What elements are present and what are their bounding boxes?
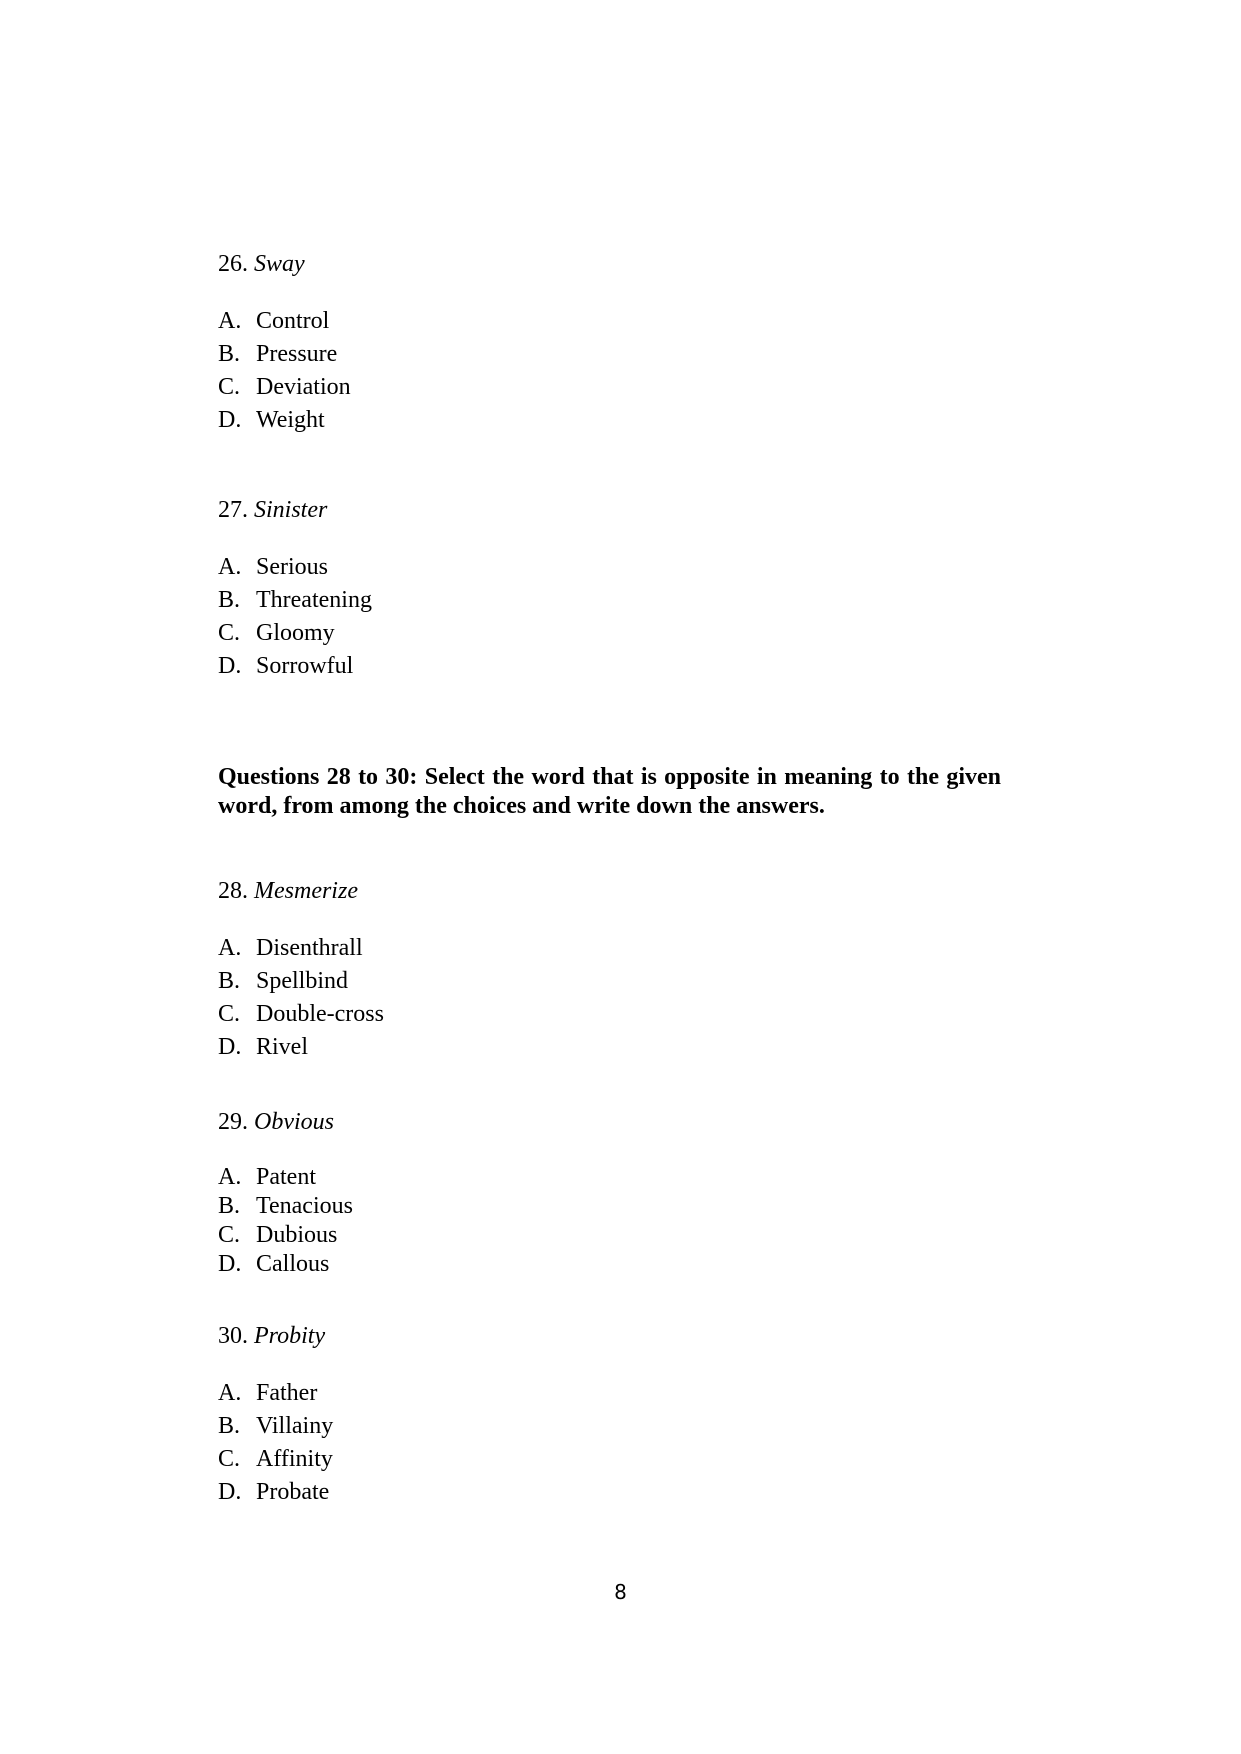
option-letter: B. [218, 341, 241, 367]
option-item [218, 1221, 353, 1250]
option-text: Spellbind [256, 968, 349, 994]
question-27-options [218, 551, 372, 683]
question-number: 28. [218, 878, 248, 904]
option-letter: B. [218, 587, 241, 613]
option-letter: A. [218, 1380, 242, 1406]
option-item [218, 338, 351, 371]
option-text: Deviation [256, 374, 351, 400]
question-word: Sway [254, 251, 305, 277]
option-text: Callous [256, 1251, 330, 1277]
option-text: Double-cross [256, 1001, 384, 1027]
option-item [218, 1410, 333, 1443]
option-letter: C. [218, 620, 241, 646]
question-30-options [218, 1377, 333, 1509]
question-28-options [218, 932, 384, 1064]
option-item [218, 932, 384, 965]
option-item [218, 1250, 353, 1279]
question-27-title [218, 495, 327, 525]
option-letter: B. [218, 968, 241, 994]
option-text: Affinity [256, 1446, 333, 1472]
option-text: Villainy [256, 1413, 334, 1439]
option-item [218, 1192, 353, 1221]
option-item [218, 404, 351, 437]
option-text: Pressure [256, 341, 338, 367]
question-number: 27. [218, 497, 248, 523]
question-26-options [218, 305, 351, 437]
option-item [218, 371, 351, 404]
section-instruction: Questions 28 to 30: Select the word that is opposite in meaning to the given word, from among the choices and write down the answers. [218, 764, 1001, 819]
option-text: Serious [256, 554, 328, 580]
option-item [218, 584, 372, 617]
question-29-title [218, 1107, 334, 1137]
option-letter: C. [218, 1446, 241, 1472]
option-text: Control [256, 308, 330, 334]
question-word: Sinister [254, 497, 328, 523]
question-28-title [218, 876, 358, 906]
option-letter: D. [218, 1251, 242, 1277]
option-letter: C. [218, 1001, 241, 1027]
question-number: 30. [218, 1323, 248, 1349]
question-word: Obvious [254, 1109, 334, 1135]
option-item [218, 617, 372, 650]
question-number: 26. [218, 251, 248, 277]
option-item [218, 1031, 384, 1064]
option-item [218, 1443, 333, 1476]
option-text: Rivel [256, 1034, 308, 1060]
option-letter: A. [218, 554, 242, 580]
option-text: Tenacious [256, 1193, 353, 1219]
option-letter: C. [218, 374, 241, 400]
question-30-title [218, 1321, 325, 1351]
option-text: Father [256, 1380, 318, 1406]
question-word: Mesmerize [254, 878, 358, 904]
question-number: 29. [218, 1109, 248, 1135]
option-item [218, 1163, 353, 1192]
option-item [218, 305, 351, 338]
option-letter: D. [218, 1034, 242, 1060]
option-item [218, 1377, 333, 1410]
option-letter: D. [218, 653, 242, 679]
option-text: Weight [256, 407, 325, 433]
question-29-options [218, 1163, 353, 1279]
option-letter: D. [218, 1479, 242, 1505]
option-text: Patent [256, 1164, 316, 1190]
option-letter: A. [218, 935, 242, 961]
option-letter: B. [218, 1413, 241, 1439]
option-letter: B. [218, 1193, 241, 1219]
question-word: Probity [254, 1323, 326, 1349]
option-letter: A. [218, 308, 242, 334]
option-item [218, 650, 372, 683]
option-letter: C. [218, 1222, 241, 1248]
option-letter: D. [218, 407, 242, 433]
option-text: Sorrowful [256, 653, 354, 679]
question-26-title [218, 249, 305, 279]
option-text: Threatening [256, 587, 372, 613]
option-text: Disenthrall [256, 935, 363, 961]
option-item [218, 551, 372, 584]
option-item [218, 1476, 333, 1509]
option-item [218, 998, 384, 1031]
option-text: Dubious [256, 1222, 338, 1248]
option-text: Gloomy [256, 620, 335, 646]
option-text: Probate [256, 1479, 330, 1505]
option-item [218, 965, 384, 998]
option-letter: A. [218, 1164, 242, 1190]
page-number: 8 [614, 1580, 627, 1604]
